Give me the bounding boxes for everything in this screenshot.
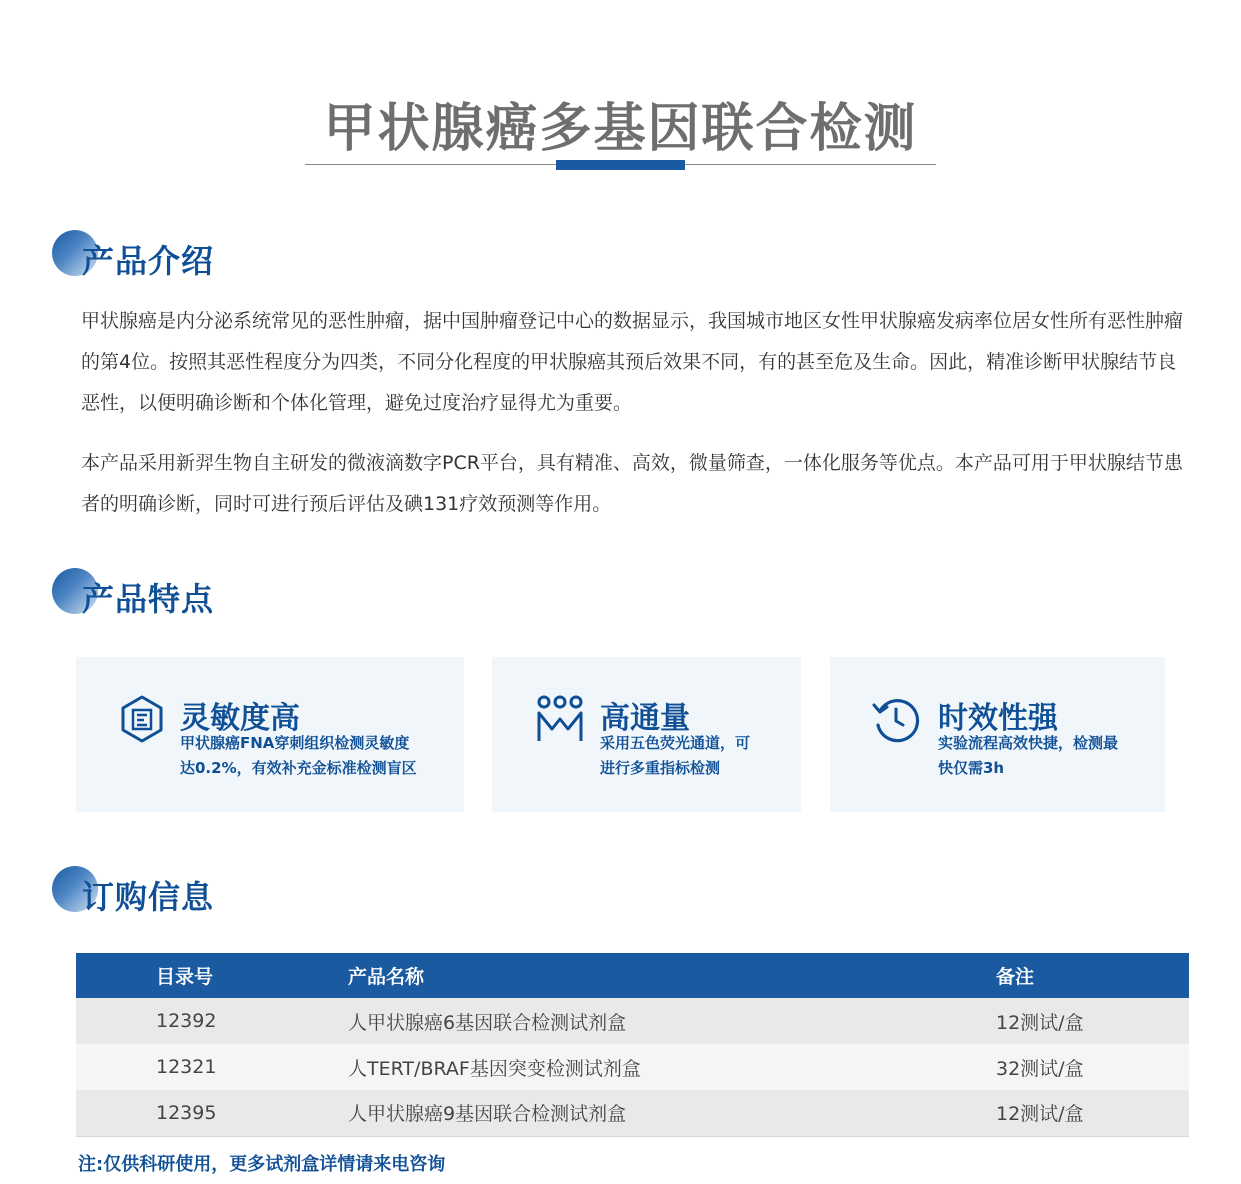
feature-title: 灵敏度高 bbox=[180, 701, 300, 736]
product-name-cell: 人甲状腺癌9基因联合检测试剂盒 bbox=[348, 1090, 928, 1136]
product-name-cell: 人TERT/BRAF基因突变检测试剂盒 bbox=[348, 1044, 928, 1090]
feature-title: 高通量 bbox=[600, 701, 690, 736]
table-row bbox=[76, 998, 1189, 1044]
section-heading-label: 产品介绍 bbox=[82, 242, 215, 280]
clock-arrow-icon bbox=[870, 693, 922, 745]
feature-desc-line: 进行多重指标检测 bbox=[600, 759, 721, 777]
feature-desc-line: 实验流程高效快捷，检测最 bbox=[938, 734, 1119, 752]
order-table bbox=[76, 953, 1189, 1137]
feature-title: 时效性强 bbox=[938, 701, 1058, 736]
feature-desc-line: 采用五色荧光通道，可 bbox=[600, 734, 751, 752]
catalog-number-cell: 12395 bbox=[76, 1090, 348, 1136]
column-header-product-name: 产品名称 bbox=[348, 953, 928, 998]
catalog-number-cell: 12321 bbox=[76, 1044, 348, 1090]
table-row bbox=[76, 1090, 1189, 1136]
feature-description bbox=[600, 731, 750, 781]
page-title: 甲状腺癌多基因联合检测 bbox=[323, 99, 918, 159]
feature-description bbox=[180, 731, 417, 781]
column-header-remark: 备注 bbox=[928, 953, 1189, 998]
remark-cell: 12测试/盒 bbox=[928, 998, 1189, 1044]
column-header-catalog: 目录号 bbox=[76, 953, 348, 998]
remark-cell: 32测试/盒 bbox=[928, 1044, 1189, 1090]
catalog-number-cell: 12392 bbox=[76, 998, 348, 1044]
intro-paragraph: 本产品采用新羿生物自主研发的微液滴数字PCR平台，具有精准、高效，微量筛查，一体化服务等优点。本产品可用于甲状腺结节患者的明确诊断，同时可进行预后评估及碘131疗效预测等作用。 bbox=[81, 452, 1183, 515]
remark-cell: 12测试/盒 bbox=[928, 1090, 1189, 1136]
feature-card-sensitivity bbox=[76, 657, 464, 812]
hexagon-document-icon bbox=[116, 693, 168, 745]
feature-description bbox=[938, 731, 1118, 781]
section-heading-label: 产品特点 bbox=[82, 580, 215, 618]
table-header-row bbox=[76, 953, 1189, 998]
feature-desc-line: 甲状腺癌FNA穿刺组织检测灵敏度 bbox=[180, 734, 410, 752]
feature-desc-line: 快仅需3h bbox=[938, 759, 1005, 777]
table-row bbox=[76, 1044, 1189, 1090]
feature-card-timeliness bbox=[830, 657, 1165, 812]
section-heading-label: 订购信息 bbox=[82, 878, 215, 916]
feature-card-throughput bbox=[492, 657, 801, 812]
intro-paragraph: 甲状腺癌是内分泌系统常见的恶性肿瘤，据中国肿瘤登记中心的数据显示，我国城市地区女性甲状腺癌发病率位居女性所有恶性肿瘤的第4位。按照其恶性程度分为四类，不同分化程度的甲状腺癌其预后效果不同，有的甚至危及生命。因此，精准诊断甲状腺结节良恶性，以便明确诊断和个体化管理，避免过度治疗显得尤为重要。 bbox=[81, 310, 1184, 414]
title-accent-bar bbox=[556, 160, 685, 170]
feature-desc-line: 达0.2%，有效补充金标准检测盲区 bbox=[180, 759, 417, 777]
research-use-note: 注:仅供科研使用，更多试剂盒详情请来电咨询 bbox=[78, 1154, 446, 1175]
people-group-icon bbox=[534, 693, 586, 745]
product-name-cell: 人甲状腺癌6基因联合检测试剂盒 bbox=[348, 998, 928, 1044]
